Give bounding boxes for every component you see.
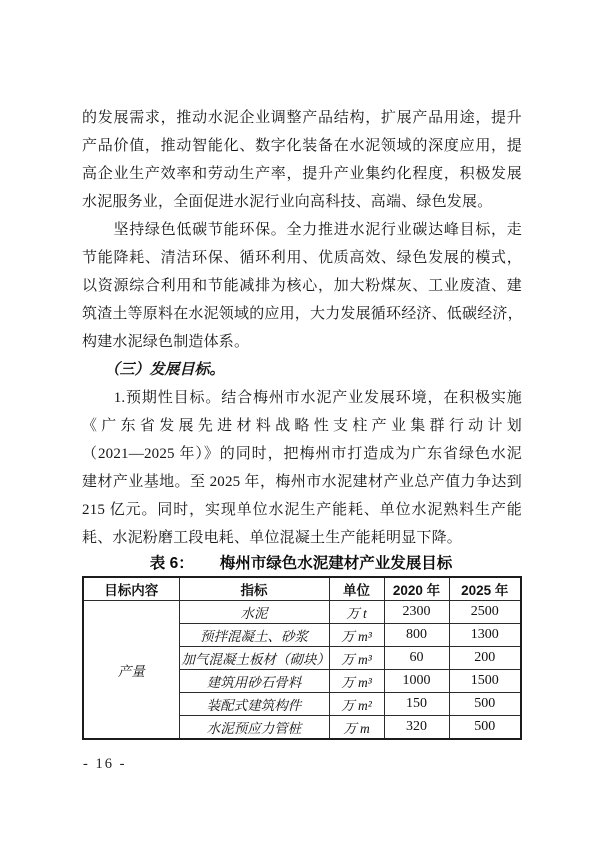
text-line: 产品价值，推动智能化、数字化装备在水泥领域的深度应用，提 xyxy=(82,138,522,154)
text-line: 节能降耗、清洁环保、循环利用、优质高效、绿色发展的模式， xyxy=(82,250,522,266)
cell-indicator: 装配式建筑构件 xyxy=(179,693,329,716)
table-caption xyxy=(82,551,520,573)
cell-2020: 150 xyxy=(384,693,449,716)
cell-indicator: 建筑用砂石骨料 xyxy=(179,670,329,693)
cell-2020: 2300 xyxy=(384,601,449,624)
cell-2020: 320 xyxy=(384,716,449,740)
table-row xyxy=(83,601,521,624)
cell-unit: 万 t xyxy=(329,601,384,624)
cell-unit: 万 m³ xyxy=(329,647,384,670)
cell-indicator: 水泥 xyxy=(179,601,329,624)
cell-2025: 1500 xyxy=(449,670,521,693)
text-line: 筑渣土等原料在水泥领域的应用，大力发展循环经济、低碳经济， xyxy=(82,306,523,322)
cell-unit: 万 m³ xyxy=(329,624,384,647)
text-line: 《广东省发展先进材料战略性支柱产业集群行动计划 xyxy=(82,418,522,434)
col-header-indicator: 指标 xyxy=(179,577,329,601)
section-heading: （三）发展目标。 xyxy=(82,362,225,378)
cell-indicator: 水泥预应力管桩 xyxy=(179,716,329,740)
text-line: 坚持绿色低碳节能环保。全力推进水泥行业碳达峰目标，走 xyxy=(82,222,522,238)
body-text xyxy=(82,104,522,552)
cell-unit: 万 m³ xyxy=(329,670,384,693)
cell-indicator: 加气混凝土板材（砌块） xyxy=(179,647,329,670)
text-line: 高企业生产效率和劳动生产率，提升产业集约化程度，积极发展 xyxy=(82,166,522,182)
col-header-2020: 2020 年 xyxy=(384,577,449,601)
text-line: 构建水泥绿色制造体系。 xyxy=(82,334,250,350)
table-caption-label: 表 6： xyxy=(149,555,194,572)
col-header-unit: 单位 xyxy=(329,577,384,601)
col-header-2025: 2025 年 xyxy=(449,577,521,601)
paragraph-3 xyxy=(82,384,522,552)
text-line: 水泥服务业，全面促进水泥行业向高科技、高端、绿色发展。 xyxy=(82,194,493,210)
cell-2025: 200 xyxy=(449,647,521,670)
text-line: 耗、水泥粉磨工段电耗、单位混凝土生产能耗明显下降。 xyxy=(82,530,463,546)
paragraph-2 xyxy=(82,216,522,356)
cell-2025: 2500 xyxy=(449,601,521,624)
text-line: 建材产业基地。至 2025 年，梅州市水泥建材产业总产值力争达到 xyxy=(82,474,522,490)
cell-unit: 万 m xyxy=(329,716,384,740)
row-group-output: 产量 xyxy=(83,601,179,740)
cell-2025: 500 xyxy=(449,716,521,740)
page-number: - 16 - xyxy=(83,756,127,772)
cell-indicator: 预拌混凝土、砂浆 xyxy=(179,624,329,647)
cell-2020: 800 xyxy=(384,624,449,647)
text-line: 的发展需求，推动水泥企业调整产品结构，扩展产品用途，提升 xyxy=(82,110,522,126)
text-line: （2021—2025 年）》的同时，把梅州市打造成为广东省绿色水泥 xyxy=(82,446,522,462)
targets-table xyxy=(82,576,522,740)
paragraph-1 xyxy=(82,104,522,216)
col-header-target-content: 目标内容 xyxy=(83,577,179,601)
text-line: 215 亿元。同时，实现单位水泥生产能耗、单位水泥熟料生产能 xyxy=(82,502,522,518)
cell-2025: 500 xyxy=(449,693,521,716)
cell-2025: 1300 xyxy=(449,624,521,647)
text-line: 以资源综合利用和节能减排为核心，加大粉煤灰、工业废渣、建 xyxy=(82,278,522,294)
cell-unit: 万 m² xyxy=(329,693,384,716)
table-caption-title: 梅州市绿色水泥建材产业发展目标 xyxy=(219,555,453,572)
cell-2020: 1000 xyxy=(384,670,449,693)
cell-2020: 60 xyxy=(384,647,449,670)
text-line: 1.预期性目标。结合梅州市水泥产业发展环境，在积极实施 xyxy=(82,390,522,406)
table-header-row xyxy=(83,577,521,601)
